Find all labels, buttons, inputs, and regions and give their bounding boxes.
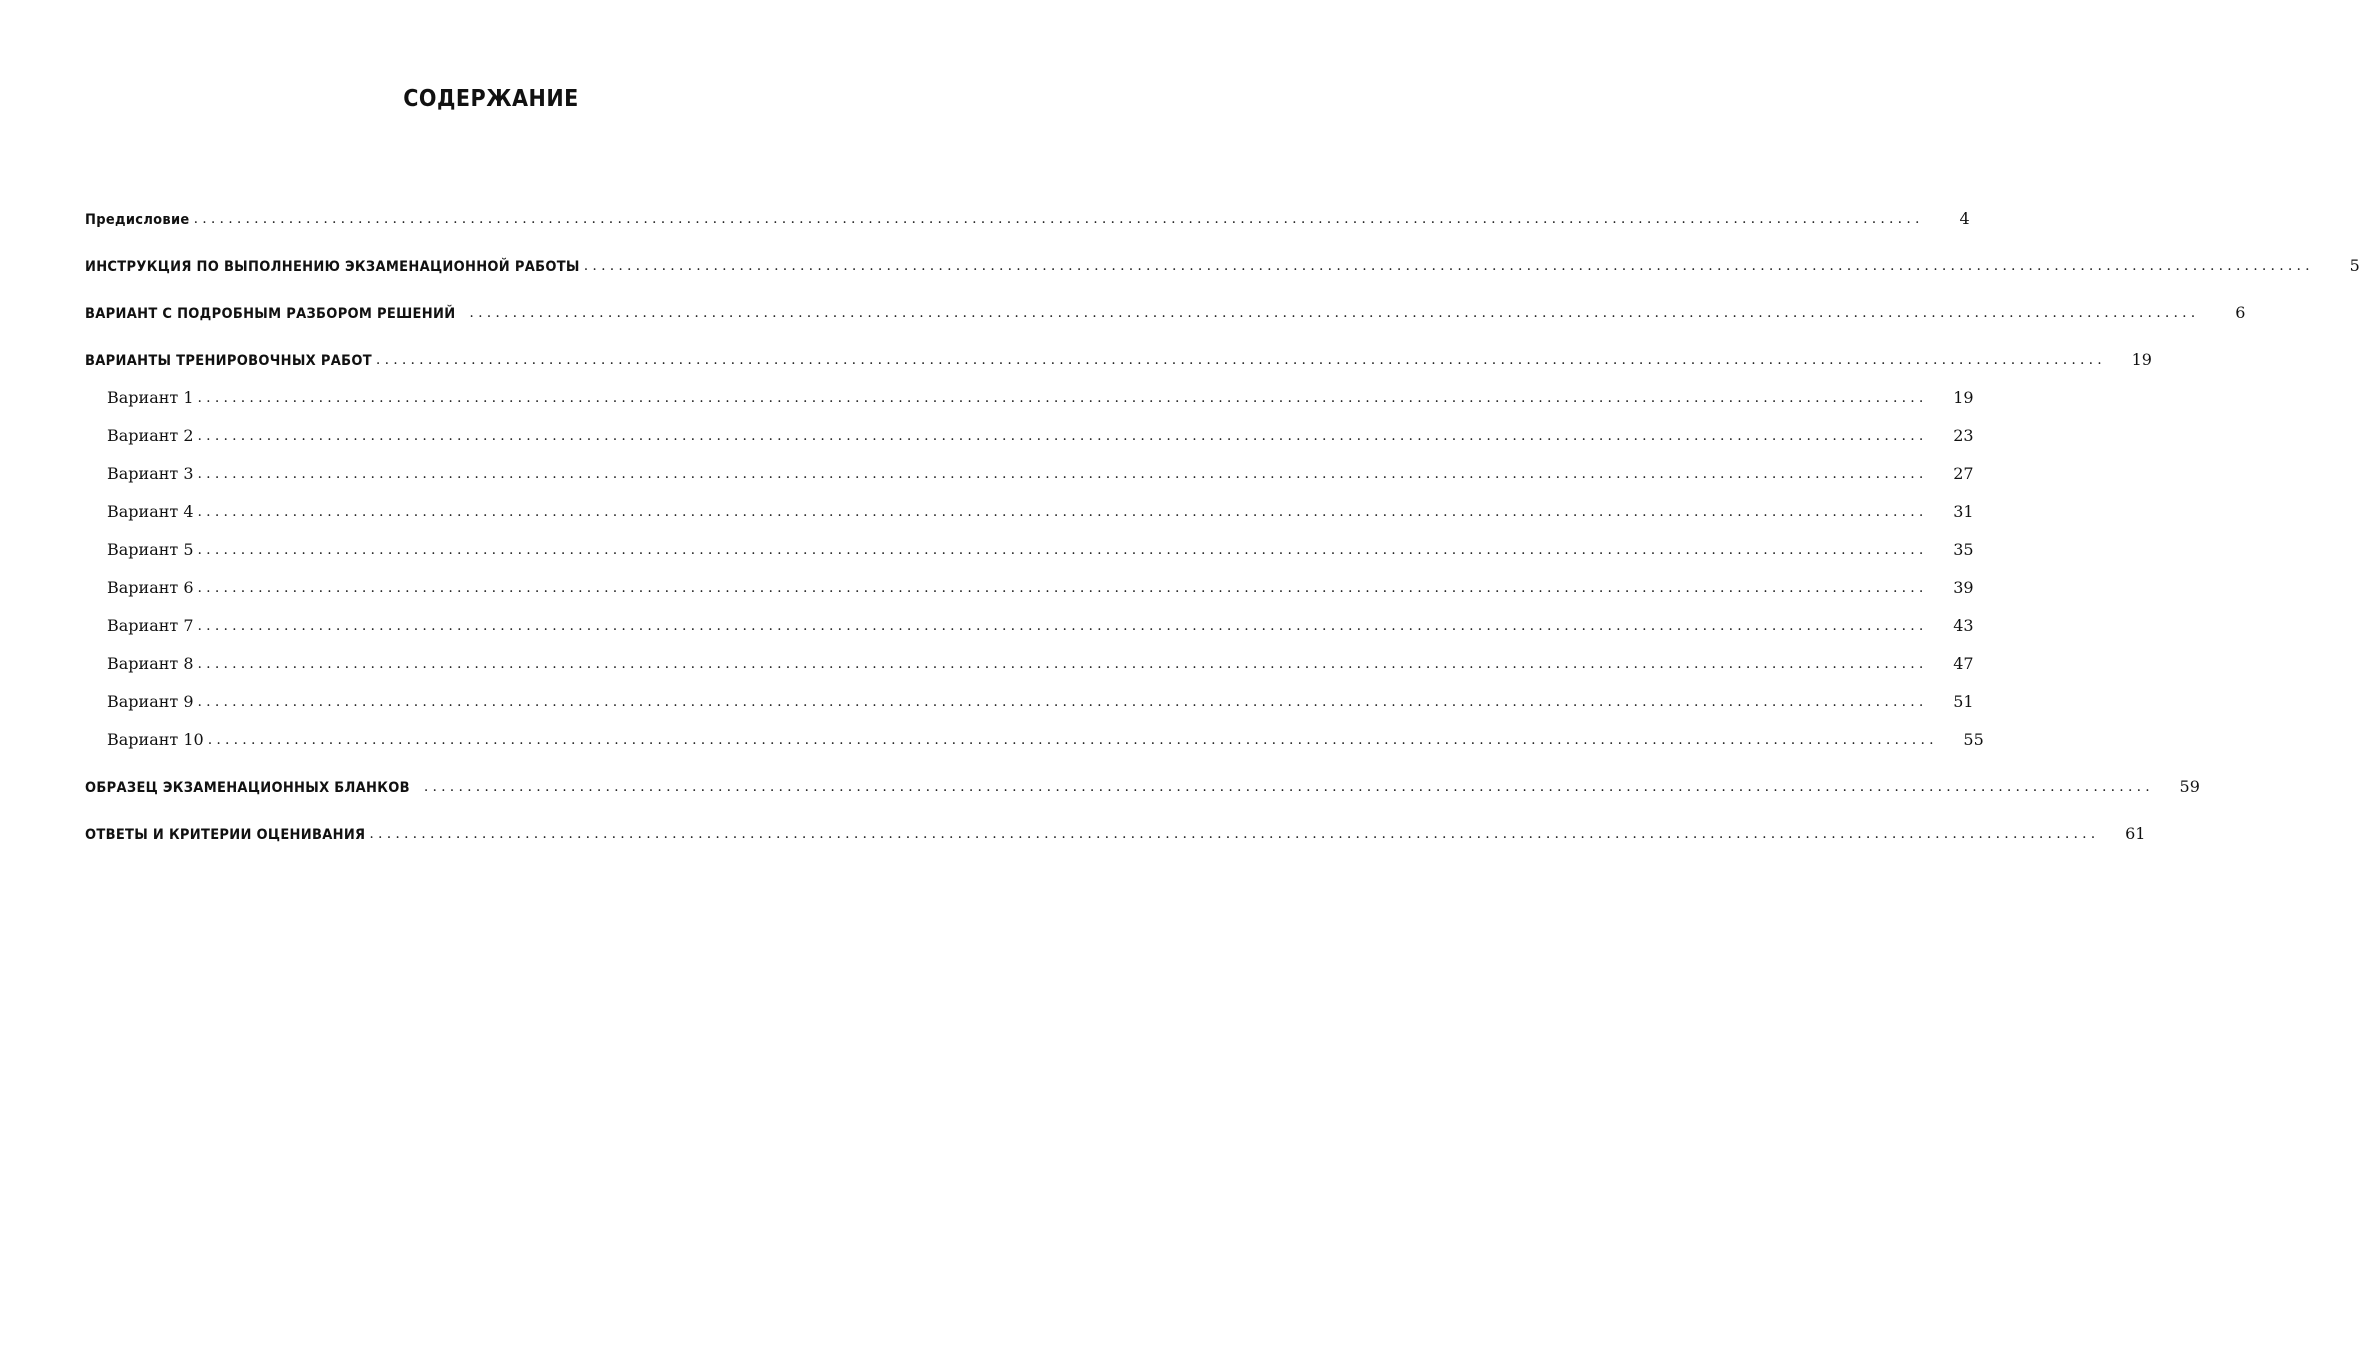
- dot-leader: ........................................................................................................................................................................................................: [583, 258, 2314, 274]
- dot-leader: ........................................................................................................................................................................................................: [469, 305, 2200, 321]
- toc-entry-page: 55: [1963, 730, 1984, 749]
- dot-leader: ........................................................................................................................................................................................................: [197, 618, 1928, 634]
- toc-entry-label: Вариант 8: [107, 654, 194, 673]
- dot-leader: ........................................................................................................................................................................................................: [197, 390, 1928, 406]
- toc-entry-instructions[interactable]: [85, 251, 2360, 275]
- toc-entry-label: Вариант 9: [107, 692, 194, 711]
- toc-entry-label: Вариант 6: [107, 578, 194, 597]
- toc-entry-label: ОТВЕТЫ И КРИТЕРИИ ОЦЕНИВАНИЯ: [85, 827, 366, 843]
- toc-entry-label: Вариант 4: [107, 502, 194, 521]
- toc-entry-page: 43: [1953, 616, 1974, 635]
- toc-entry-page: 4: [1959, 209, 1970, 228]
- toc-entry-page: 5: [2349, 256, 2360, 275]
- dot-leader: ........................................................................................................................................................................................................: [197, 466, 1928, 482]
- toc-entry-label: Предисловие: [85, 212, 190, 228]
- toc-entry-label: ОБРАЗЕЦ ЭКЗАМЕНАЦИОННЫХ БЛАНКОВ: [85, 780, 410, 796]
- dot-leader: ........................................................................................................................................................................................................: [193, 211, 1924, 227]
- toc-entry-variant-2[interactable]: [107, 421, 1974, 445]
- toc-entry-label: Вариант 2: [107, 426, 194, 445]
- toc-entry-variant-9[interactable]: [107, 687, 1974, 711]
- toc-entry-page: 19: [2131, 350, 2152, 369]
- dot-leader: ........................................................................................................................................................................................................: [197, 580, 1928, 596]
- toc-entry-variant-10[interactable]: [107, 725, 1984, 749]
- toc-entry-variant-3[interactable]: [107, 459, 1974, 483]
- toc-entry-page: 35: [1953, 540, 1974, 559]
- toc-entry-label: Вариант 5: [107, 540, 194, 559]
- dot-leader: ........................................................................................................................................................................................................: [423, 779, 2154, 795]
- toc-entry-variant-1[interactable]: [107, 383, 1974, 407]
- toc-entry-page: 19: [1953, 388, 1974, 407]
- toc-entry-label: Вариант 10: [107, 730, 204, 749]
- dot-leader: ........................................................................................................................................................................................................: [197, 428, 1928, 444]
- dot-leader: ........................................................................................................................................................................................................: [197, 542, 1928, 558]
- toc-entry-answers-criteria[interactable]: [85, 819, 2146, 843]
- toc-entry-label: ВАРИАНТ С ПОДРОБНЫМ РАЗБОРОМ РЕШЕНИЙ: [85, 306, 456, 322]
- dot-leader: ........................................................................................................................................................................................................: [197, 694, 1928, 710]
- toc-entry-variant-6[interactable]: [107, 573, 1974, 597]
- toc-entry-page: 27: [1953, 464, 1974, 483]
- toc-entry-page: 6: [2235, 303, 2246, 322]
- toc-entry-page: 47: [1953, 654, 1974, 673]
- toc-entry-label: ИНСТРУКЦИЯ ПО ВЫПОЛНЕНИЮ ЭКЗАМЕНАЦИОННОЙ РАБОТЫ: [85, 259, 580, 275]
- dot-leader: ........................................................................................................................................................................................................: [369, 826, 2100, 842]
- page-title: СОДЕРЖАНИЕ: [403, 86, 579, 112]
- toc-entry-page: 59: [2179, 777, 2200, 796]
- toc-entry-answer-forms[interactable]: [85, 772, 2200, 796]
- toc-entry-page: 51: [1953, 692, 1974, 711]
- toc-entry-variant-4[interactable]: [107, 497, 1974, 521]
- toc-entry-label: Вариант 1: [107, 388, 194, 407]
- toc-entry-preface[interactable]: [85, 204, 1970, 228]
- toc-entry-variant-5[interactable]: [107, 535, 1974, 559]
- toc-entry-page: 31: [1953, 502, 1974, 521]
- toc-entry-page: 23: [1953, 426, 1974, 445]
- dot-leader: ........................................................................................................................................................................................................: [375, 352, 2106, 368]
- toc-entry-label: Вариант 7: [107, 616, 194, 635]
- dot-leader: ........................................................................................................................................................................................................: [207, 732, 1938, 748]
- toc-entry-page: 39: [1953, 578, 1974, 597]
- dot-leader: ........................................................................................................................................................................................................: [197, 656, 1928, 672]
- toc-entry-label: ВАРИАНТЫ ТРЕНИРОВОЧНЫХ РАБОТ: [85, 353, 372, 369]
- toc-entry-label: Вариант 3: [107, 464, 194, 483]
- toc-entry-training-variants[interactable]: [85, 345, 2152, 369]
- toc-entry-detailed-solution[interactable]: [85, 298, 2246, 322]
- toc-entry-page: 61: [2125, 824, 2146, 843]
- toc-entry-variant-7[interactable]: [107, 611, 1974, 635]
- toc-entry-variant-8[interactable]: [107, 649, 1974, 673]
- dot-leader: ........................................................................................................................................................................................................: [197, 504, 1928, 520]
